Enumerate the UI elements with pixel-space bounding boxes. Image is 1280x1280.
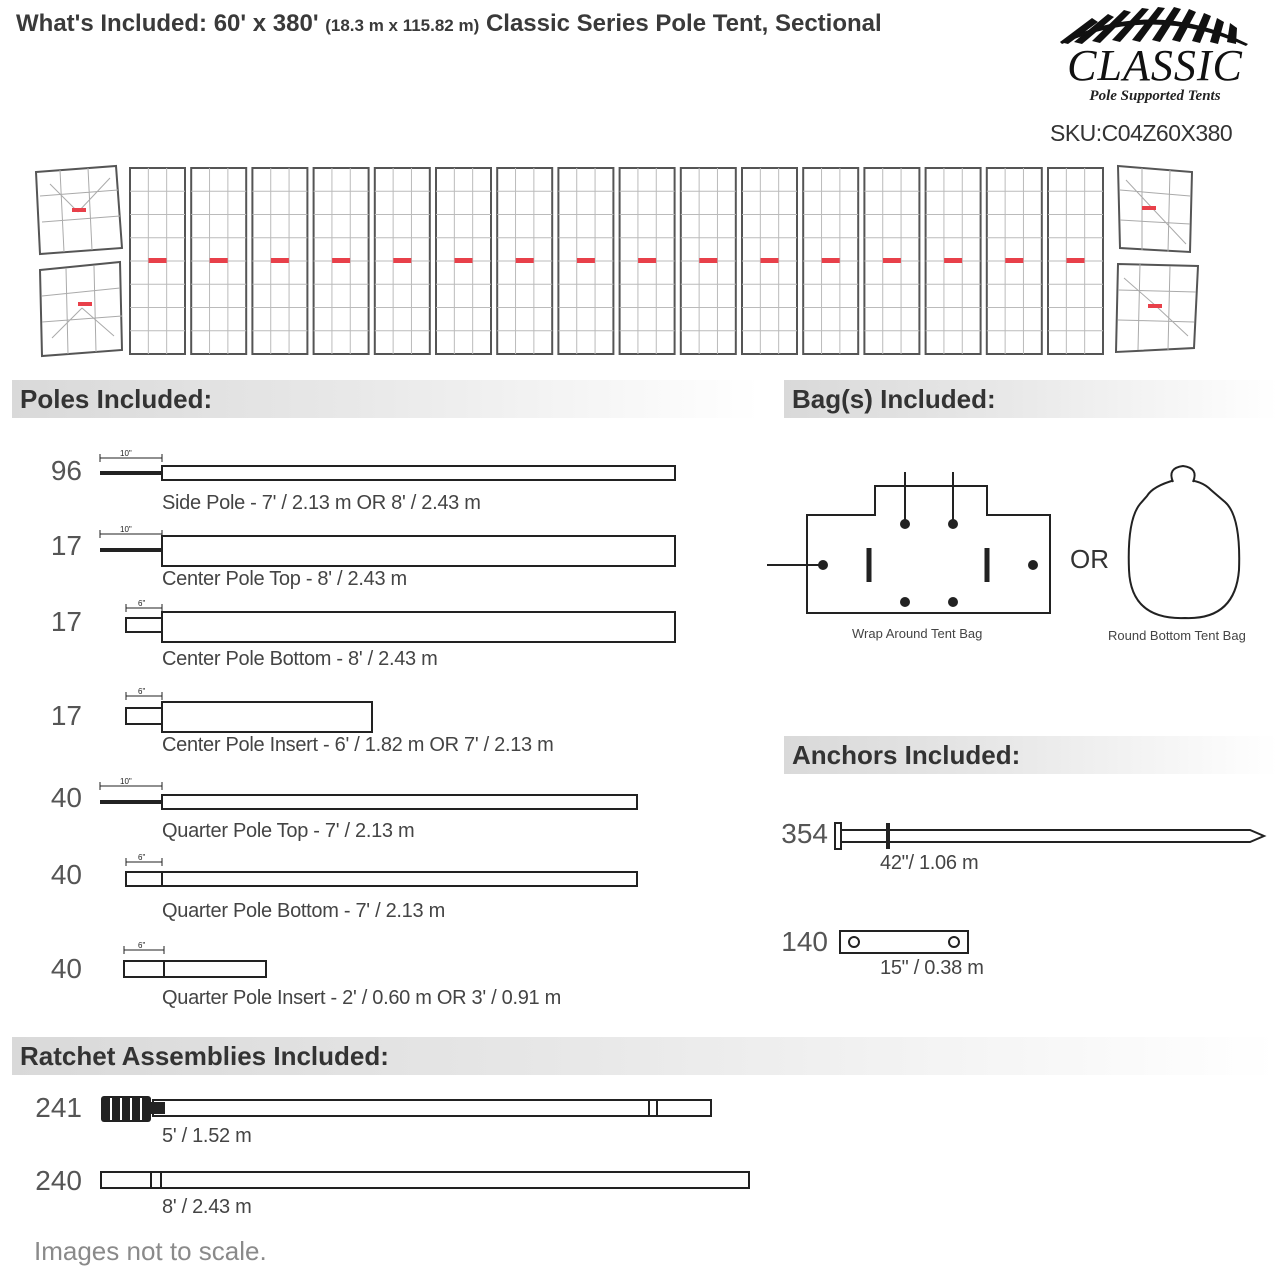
wrap-bag-label: Wrap Around Tent Bag — [852, 626, 983, 641]
pole-qty: 17 — [50, 606, 82, 637]
panel-center-marker — [1067, 258, 1085, 263]
stake-head — [835, 823, 841, 849]
pole-insert-tip — [126, 618, 162, 632]
quarter-pole-bottom — [162, 872, 637, 886]
bag-handle — [1171, 466, 1194, 482]
pole-qty: 40 — [50, 953, 82, 984]
panel-center-marker — [638, 258, 656, 263]
pole-label: Quarter Pole Top - 7' / 2.13 m — [162, 820, 415, 842]
ratchet-label: 5' / 1.52 m — [162, 1125, 252, 1147]
pole-label: Quarter Pole Insert - 2' / 0.60 m OR 3' / 0.91 m — [162, 987, 561, 1009]
anchor-label: 42"/ 1.06 m — [880, 852, 979, 874]
pole-label: Center Pole Top - 8' / 2.43 m — [162, 568, 407, 590]
title-rest: Classic Series Pole Tent, Sectional — [485, 10, 882, 37]
panel-center-marker — [944, 258, 962, 263]
bags-drawing — [765, 460, 1275, 620]
page-title — [16, 10, 882, 38]
panel-center-marker — [332, 258, 350, 263]
pole-tip-dimension: 10" — [120, 525, 132, 534]
round-bottom-bag-icon — [1129, 480, 1239, 618]
anchor-qty: 354 — [781, 818, 828, 849]
panel-center-marker — [149, 258, 167, 263]
title-metric: (18.3 m x 115.82 m) — [325, 16, 480, 35]
poles-drawing — [90, 440, 690, 980]
quarter-pole-top — [162, 795, 637, 809]
panel-center-marker — [210, 258, 228, 263]
section-header-bags: Bag(s) Included: — [784, 380, 1278, 418]
side-pole — [162, 466, 675, 480]
tent-panels — [130, 168, 1103, 354]
pole-qty: 40 — [50, 859, 82, 890]
pole-qty: 40 — [50, 782, 82, 813]
pole-tip-dimension: 6" — [138, 941, 146, 950]
pole-tip-dimension: 10" — [120, 777, 132, 786]
pole-label: Center Pole Insert - 6' / 1.82 m OR 7' / 2.13 m — [162, 734, 554, 756]
pole-qty: 17 — [50, 700, 82, 731]
anchor-stake-icon — [840, 830, 1264, 842]
sku-label: SKU:C04Z60X380 — [1050, 120, 1233, 146]
panel-center-marker — [577, 258, 595, 263]
pole-tip-dimension: 6" — [138, 853, 146, 862]
strap — [101, 1172, 749, 1188]
anchors-drawing — [830, 815, 1270, 960]
logo-tagline: Pole Supported Tents — [1089, 88, 1221, 104]
ratchet-strap — [153, 1100, 711, 1116]
pole-qty: 96 — [50, 455, 82, 486]
pole-label: Center Pole Bottom - 8' / 2.43 m — [162, 648, 438, 670]
title-main: What's Included: 60' x 380' — [16, 10, 319, 37]
section-header-anchors: Anchors Included: — [784, 736, 1278, 774]
tent-layout-diagram — [30, 160, 1210, 360]
pole-tip-dimension: 6" — [138, 599, 146, 608]
ratchets-drawing — [95, 1090, 765, 1195]
logo-wordmark: CLASSIC — [1067, 41, 1243, 90]
panel-center-marker — [883, 258, 901, 263]
center-pole-bottom — [162, 612, 675, 642]
panel-center-marker — [699, 258, 717, 263]
bag-or-text: OR — [1070, 544, 1109, 574]
ratchet-label: 8' / 2.43 m — [162, 1196, 252, 1218]
quarter-pole-insert — [164, 961, 266, 977]
center-pole-insert — [162, 702, 372, 732]
pole-label: Side Pole - 7' / 2.13 m OR 8' / 2.43 m — [162, 492, 481, 514]
panel-center-marker — [822, 258, 840, 263]
pole-insert-tip — [126, 708, 162, 724]
pole-tip-dimension: 10" — [120, 449, 132, 458]
center-pole-top — [162, 536, 675, 566]
pole-tip-dimension: 6" — [138, 687, 146, 696]
section-header-poles: Poles Included: — [12, 380, 760, 418]
panel-center-marker — [271, 258, 289, 263]
ratchet-qty: 241 — [35, 1092, 82, 1123]
panel-center-marker — [761, 258, 779, 263]
section-header-ratchets: Ratchet Assemblies Included: — [12, 1037, 1278, 1075]
panel-center-marker — [393, 258, 411, 263]
panel-center-marker — [1005, 258, 1023, 263]
pole-label: Quarter Pole Bottom - 7' / 2.13 m — [162, 900, 445, 922]
panel-center-marker — [455, 258, 473, 263]
anchor-label: 15" / 0.38 m — [880, 957, 984, 979]
wrap-around-bag-icon — [807, 486, 1050, 613]
footer-note: Images not to scale. — [34, 1236, 267, 1266]
ratchet-qty: 240 — [35, 1165, 82, 1196]
pole-qty: 17 — [50, 530, 82, 561]
pole-insert-tip — [124, 961, 164, 977]
anchor-qty: 140 — [781, 926, 828, 957]
pole-insert-tip — [126, 872, 162, 886]
round-bag-label: Round Bottom Tent Bag — [1108, 628, 1246, 643]
panel-center-marker — [516, 258, 534, 263]
